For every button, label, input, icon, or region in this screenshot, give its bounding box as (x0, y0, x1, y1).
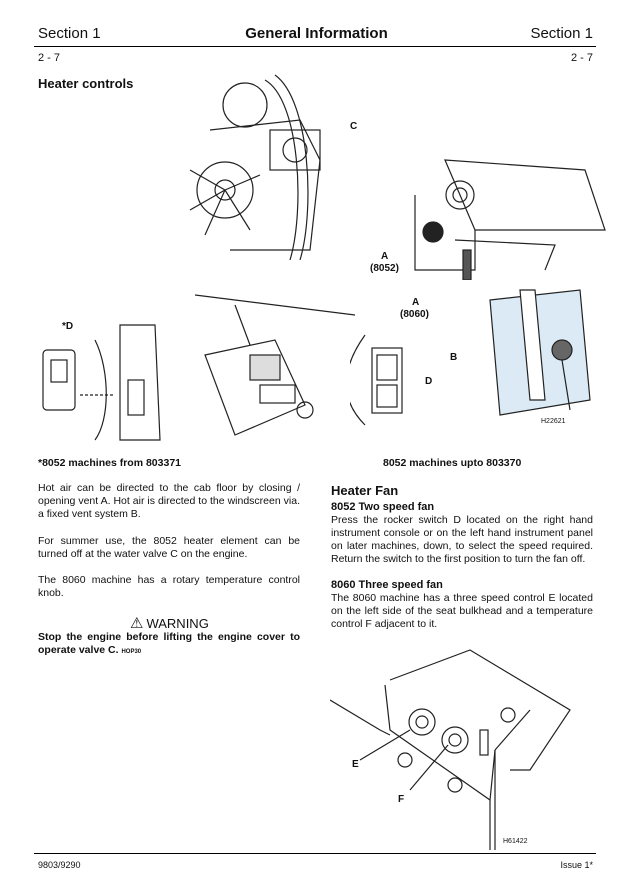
label-e: E (352, 759, 359, 770)
header-section-left: Section 1 (38, 25, 101, 42)
page-number-left: 2 - 7 (38, 52, 61, 64)
label-d: D (425, 376, 433, 387)
label-a-8052: A (381, 251, 389, 262)
page-number-right: 2 - 7 (570, 52, 593, 64)
header-section-right: Section 1 (530, 25, 593, 42)
paragraph-rotary: The 8060 machine has a rotary temperature control knob. (38, 574, 300, 599)
two-speed-heading: 8052 Two speed fan (331, 501, 435, 513)
rocker-switch-panel-illustration (35, 320, 175, 450)
label-a-8060: A (412, 297, 420, 308)
warning-heading (130, 614, 209, 632)
label-a-8060-model: (8060) (400, 309, 429, 320)
seat-bulkhead-controls-illustration (330, 640, 600, 850)
page-title: General Information (245, 25, 388, 42)
figure-ref-top: H22621 (541, 418, 566, 425)
warning-text (38, 631, 300, 659)
instrument-console-illustration (195, 285, 355, 450)
cab-floor-vent-illustration (385, 150, 615, 280)
warning-code: HOP30 (121, 649, 142, 655)
header-rule (34, 46, 596, 47)
footer-doc-number: 9803/9290 (38, 860, 81, 870)
caption-left: *8052 machines from 803371 (38, 457, 182, 469)
warning-title: WARNING (146, 615, 209, 631)
footer-issue: Issue 1* (560, 860, 593, 870)
engine-illustration (170, 60, 360, 260)
label-c: C (350, 121, 358, 132)
footer-rule (34, 853, 596, 854)
label-a-8052-model: (8052) (370, 263, 399, 274)
three-speed-heading: 8060 Three speed fan (331, 579, 443, 591)
paragraph-vent: Hot air can be directed to the cab floor by closing / opening vent A. Hot air is directed to the windscreen via. a fixed vent system B. (38, 482, 300, 520)
caption-right: 8052 machines upto 803370 (383, 457, 522, 469)
paragraph-three-speed: The 8060 machine has a three speed control E located on the left side of the seat bulkhead and a temperature control F adjacent to it. (331, 592, 593, 630)
paragraph-summer: For summer use, the 8052 heater element can be turned off at the water valve C on the engine. (38, 535, 300, 560)
heater-fan-heading: Heater Fan (331, 483, 399, 498)
paragraph-two-speed: Press the rocker switch D located on the right hand instrument console or on the left hand instrument panel on later machines, down, to select the speed required. Return the switch to the first position to turn the fan off. (331, 514, 593, 565)
label-d-star: *D (62, 321, 74, 332)
label-f: F (398, 794, 405, 805)
warning-triangle-icon: ⚠ (130, 615, 144, 632)
label-b: B (450, 352, 458, 363)
seat-lever-illustration (480, 280, 600, 425)
figure-ref-bottom: H61422 (503, 838, 528, 845)
section-heading: Heater controls (38, 76, 134, 91)
warning-body: Stop the engine before lifting the engine cover to operate valve C. (38, 631, 300, 656)
